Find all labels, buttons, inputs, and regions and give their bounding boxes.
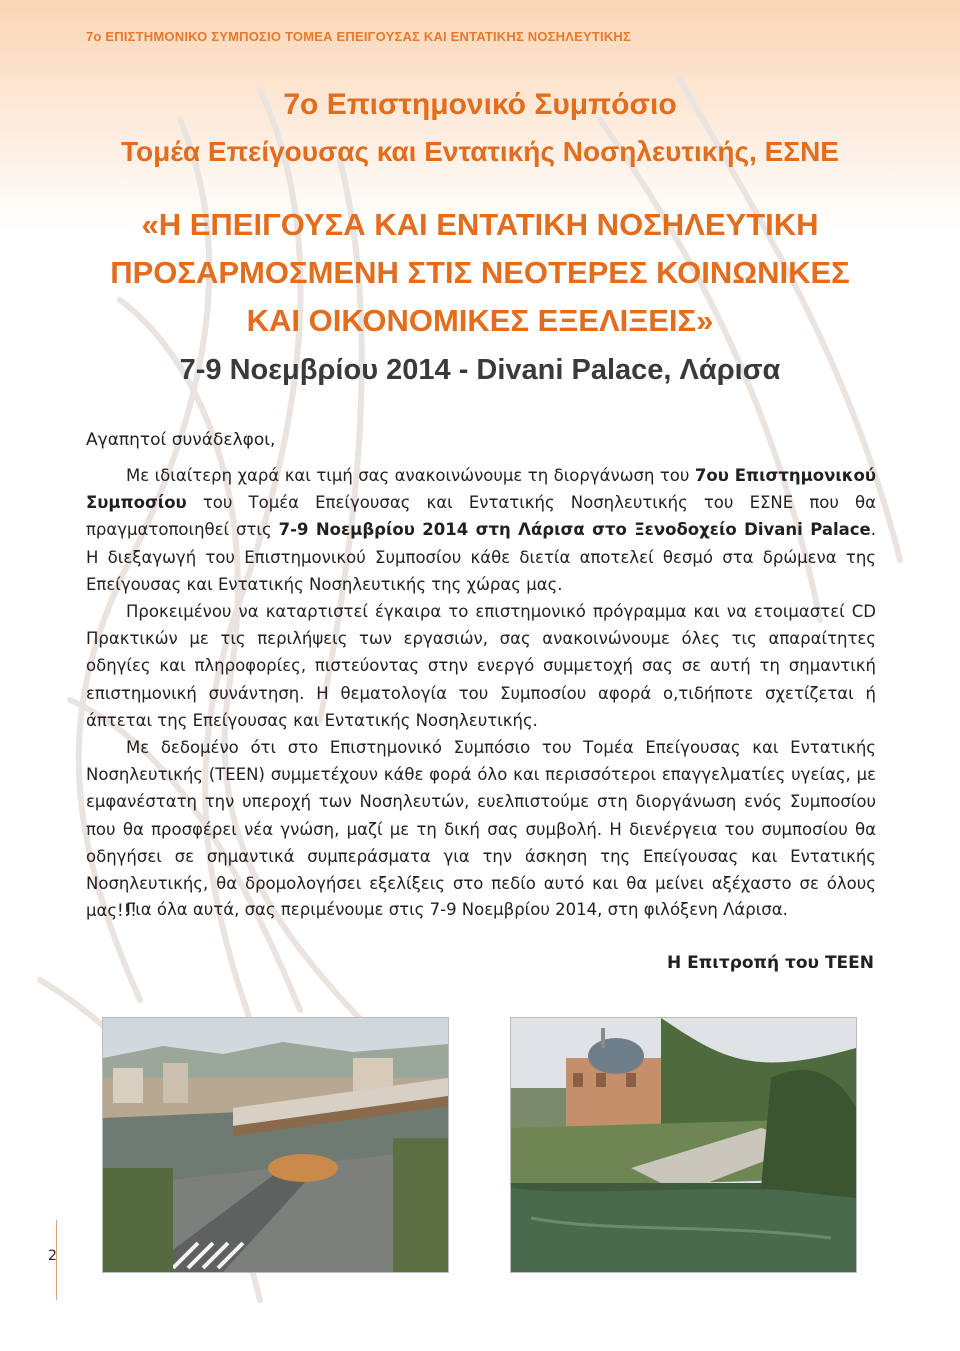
- photo-church-park: [511, 1018, 856, 1272]
- greeting: Αγαπητοί συνάδελφοι,: [86, 430, 276, 450]
- bridge-photo-illustration: [103, 1018, 448, 1272]
- theme-line-2: ΠΡΟΣΑΡΜΟΣΜΕΝΗ ΣΤΙΣ ΝΕΟΤΕΡΕΣ ΚΟΙΝΩΝΙΚΕΣ: [110, 255, 850, 290]
- theme-line-3: ΚΑΙ ΟΙΚΟΝΟΜΙΚΕΣ ΕΞΕΛΙΞΕΙΣ»: [246, 303, 714, 338]
- symposium-theme: [0, 201, 960, 345]
- paragraph-1-text-c: . Η διεξαγωγή του Επιστημονικού Συμποσίου κάθε διετία αποτελεί θεσμό στα δρώμενα της Επείγουσας και Εντατικής Νοσηλευτικής της χώρας μας.: [86, 520, 876, 594]
- paragraph-1-text-b: του Τομέα Επείγουσας και Εντατικής Νοσηλευτικής του ΕΣΝΕ που θα πραγματοποιηθεί στις: [86, 493, 876, 540]
- closing-line: Για όλα αυτά, σας περιμένουμε στις 7-9 Νοεμβρίου 2014, στη φιλόξενη Λάρισα.: [126, 900, 788, 919]
- theme-line-1: «Η ΕΠΕΙΓΟΥΣΑ ΚΑΙ ΕΝΤΑΤΙΚΗ ΝΟΣΗΛΕΥΤΙΚΗ: [141, 207, 819, 242]
- signature: Η Επιτροπή του ΤΕΕΝ: [667, 953, 874, 973]
- paragraph-3: Με δεδομένο ότι στο Επιστημονικό Συμπόσιο του Τομέα Επείγουσας και Εντατικής Νοσηλευτικής (ΤΕΕΝ) συμμετέχουν κάθε φορά όλο και περισσότεροι επαγγελματίες υγείας, με εμφανέστατη την υπεροχή των Νοσηλευτών, ευελπιστούμε στη διοργάνωση ενός Συμποσίου που θα προσφέρει νέα γνώση, μαζί με τη δική σας συμβολή. Η διενέργεια του συμποσίου θα οδηγήσει σε σημαντικά συμπεράσματα για την άσκηση της Επείγουσας και Εντατικής Νοσηλευτικής, θα δρομολογήσει εξελίξεις στο πεδίο αυτό και θα μείνει αξέχαστο σε όλους μας!!!: [86, 738, 876, 921]
- symposium-subtitle: Τομέα Επείγουσας και Εντατικής Νοσηλευτικής, ΕΣΝΕ: [121, 136, 839, 167]
- paragraph-1-bold-a: 7ου Επιστημονικού Συμποσίου: [86, 466, 876, 513]
- paragraph-1: [86, 462, 876, 598]
- running-header: 7ο ΕΠΙΣΤΗΜΟΝΙΚΟ ΣΥΜΠΟΣΙΟ ΤΟΜΕΑ ΕΠΕΙΓΟΥΣΑΣ ΚΑΙ ΕΝΤΑΤΙΚΗΣ ΝΟΣΗΛΕΥΤΙΚΗΣ: [86, 29, 631, 44]
- paragraph-2: Προκειμένου να καταρτιστεί έγκαιρα το επιστημονικό πρόγραμμα και να ετοιμαστεί CD Πρακτικών με τις περιλήψεις των εργασιών, σας ανακοινώνουμε όλες τις απαραίτητες οδηγίες και πληροφορίες, πιστεύοντας στην ενεργό συμμετοχή σας σε αυτή τη σημαντική επιστημονική συνάντηση. Η θεματολογία του Συμποσίου αφορά ο,τιδήποτε σχετίζεται ή άπτεται της Επείγουσας και Εντατικής Νοσηλευτικής.: [86, 602, 876, 730]
- paragraph-1-text-a: Με ιδιαίτερη χαρά και τιμή σας ανακοινώνουμε τη διοργάνωση του: [126, 466, 695, 485]
- letter-body: [86, 462, 876, 924]
- date-venue: 7-9 Νοεμβρίου 2014 - Divani Palace, Λάρισα: [179, 354, 781, 386]
- photo-bridge: [103, 1018, 448, 1272]
- symposium-title: 7ο Επιστημονικό Συμπόσιο: [283, 88, 677, 121]
- church-photo-illustration: [511, 1018, 856, 1272]
- page-number: 2: [48, 1248, 57, 1264]
- paragraph-1-bold-b: 7-9 Νοεμβρίου 2014 στη Λάρισα στο Ξενοδοχείο Divani Palace: [278, 520, 871, 540]
